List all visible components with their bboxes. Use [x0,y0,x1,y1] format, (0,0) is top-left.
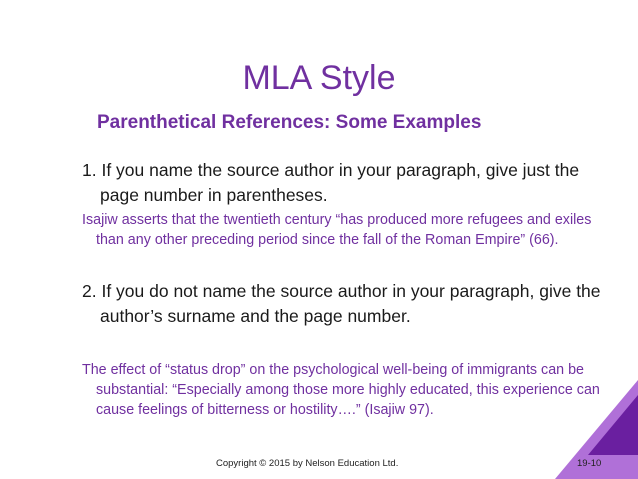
point-1-text: 1. If you name the source author in your paragraph, give just the page number in parentheses. [82,160,580,205]
copyright-footer: Copyright © 2015 by Nelson Education Ltd. [216,458,399,469]
corner-triangle-dark [588,395,638,455]
slide-title: MLA Style [242,59,396,97]
point-2-example: The effect of “status drop” on the psychological well-being of immigrants can be substantial: “Especially among those more highly educated, this experience can cause feelings of bitterness or hostility….” (Isajiw 97). [82,362,600,418]
point-2-text: 2. If you do not name the source author in your paragraph, give the author’s surname and the page number. [82,281,601,326]
page-number: 19-10 [577,458,602,469]
point-1-example: Isajiw asserts that the twentieth century “has produced more refugees and exiles than any other preceding period since the fall of the Roman Empire” (66). [82,212,592,248]
slide-subtitle: Parenthetical References: Some Examples [97,112,482,133]
